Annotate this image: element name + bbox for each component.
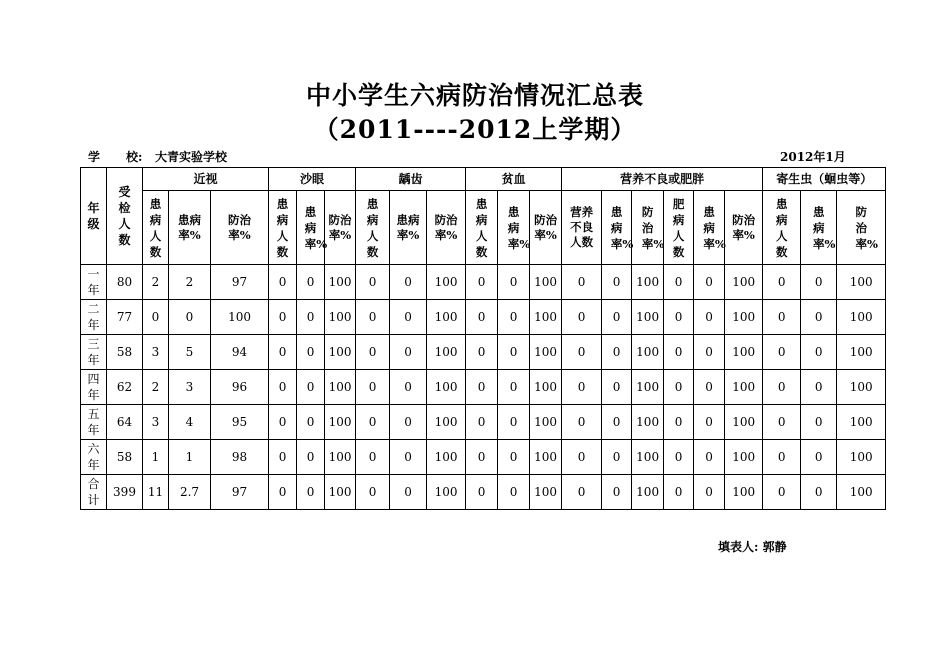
table-cell: 0 bbox=[664, 440, 694, 475]
sub-header: 患病人数 bbox=[763, 191, 801, 265]
table-cell: 0 bbox=[297, 405, 325, 440]
table-cell: 0 bbox=[297, 370, 325, 405]
table-row bbox=[81, 405, 886, 440]
school-label-b: 校: bbox=[126, 150, 143, 164]
table-row bbox=[81, 300, 886, 335]
table-cell: 0 bbox=[466, 300, 498, 335]
table-cell: 0 bbox=[466, 440, 498, 475]
sub-header: 患病人数 bbox=[466, 191, 498, 265]
table-cell: 0 bbox=[694, 265, 725, 300]
table-cell: 0 bbox=[763, 370, 801, 405]
table-cell: 0 bbox=[269, 370, 297, 405]
table-cell: 100 bbox=[325, 335, 356, 370]
table-cell: 0 bbox=[390, 370, 427, 405]
sub-header: 防治率% bbox=[427, 191, 466, 265]
table-cell: 100 bbox=[530, 265, 562, 300]
table-cell: 100 bbox=[530, 300, 562, 335]
summary-table bbox=[80, 167, 886, 510]
sub-header: 患病率% bbox=[694, 191, 725, 265]
table-cell: 100 bbox=[725, 440, 763, 475]
table-cell: 100 bbox=[837, 405, 886, 440]
table-cell: 0 bbox=[602, 370, 632, 405]
table-cell: 100 bbox=[632, 300, 664, 335]
table-cell: 100 bbox=[632, 440, 664, 475]
table-cell: 0 bbox=[602, 475, 632, 510]
table-cell: 3 bbox=[169, 370, 211, 405]
table-cell: 100 bbox=[632, 475, 664, 510]
table-cell: 0 bbox=[602, 300, 632, 335]
table-cell: 0 bbox=[664, 475, 694, 510]
sub-header: 患病人数 bbox=[269, 191, 297, 265]
group-header-parasite: 寄生虫（蛔虫等） bbox=[763, 168, 886, 191]
table-cell: 0 bbox=[297, 265, 325, 300]
group-header-trachoma: 沙眼 bbox=[269, 168, 356, 191]
table-cell: 100 bbox=[530, 440, 562, 475]
table-cell: 0 bbox=[801, 440, 837, 475]
table-cell: 0 bbox=[269, 300, 297, 335]
table-cell: 58 bbox=[107, 440, 143, 475]
table-cell: 0 bbox=[297, 475, 325, 510]
col-header-examined: 受检人数 bbox=[107, 168, 143, 265]
table-cell: 100 bbox=[837, 475, 886, 510]
table-cell: 100 bbox=[530, 370, 562, 405]
table-cell: 0 bbox=[801, 335, 837, 370]
table-cell: 100 bbox=[530, 475, 562, 510]
table-cell: 399 bbox=[107, 475, 143, 510]
sub-header: 患病人数 bbox=[143, 191, 169, 265]
table-cell: 0 bbox=[562, 405, 602, 440]
table-cell: 0 bbox=[356, 475, 390, 510]
table-cell: 0 bbox=[664, 335, 694, 370]
table-cell: 97 bbox=[211, 265, 269, 300]
table-cell: 100 bbox=[325, 370, 356, 405]
table-cell: 94 bbox=[211, 335, 269, 370]
table-cell: 4 bbox=[169, 405, 211, 440]
table-cell: 100 bbox=[211, 300, 269, 335]
table-cell: 0 bbox=[356, 405, 390, 440]
table-cell: 0 bbox=[269, 265, 297, 300]
table-cell: 100 bbox=[325, 440, 356, 475]
table-cell: 0 bbox=[763, 265, 801, 300]
table-cell: 2.7 bbox=[169, 475, 211, 510]
table-cell: 0 bbox=[143, 300, 169, 335]
sub-header: 患病率% bbox=[297, 191, 325, 265]
table-cell: 0 bbox=[297, 335, 325, 370]
col-header-grade: 年级 bbox=[81, 168, 107, 265]
table-cell: 0 bbox=[390, 300, 427, 335]
table-cell: 0 bbox=[562, 370, 602, 405]
table-cell: 5 bbox=[169, 335, 211, 370]
table-cell: 100 bbox=[530, 335, 562, 370]
table-cell: 3 bbox=[143, 335, 169, 370]
sub-header: 患病率% bbox=[801, 191, 837, 265]
grade-cell: 五年 bbox=[81, 405, 107, 440]
table-cell: 0 bbox=[498, 265, 530, 300]
group-header-caries: 龋齿 bbox=[356, 168, 466, 191]
sub-header: 肥病人数 bbox=[664, 191, 694, 265]
table-cell: 0 bbox=[602, 440, 632, 475]
table-cell: 0 bbox=[466, 335, 498, 370]
table-cell: 64 bbox=[107, 405, 143, 440]
table-cell: 0 bbox=[466, 475, 498, 510]
table-cell: 100 bbox=[325, 475, 356, 510]
table-cell: 0 bbox=[664, 300, 694, 335]
grade-cell: 四年 bbox=[81, 370, 107, 405]
table-cell: 0 bbox=[297, 440, 325, 475]
table-cell: 0 bbox=[801, 265, 837, 300]
table-cell: 100 bbox=[837, 265, 886, 300]
table-cell: 0 bbox=[466, 405, 498, 440]
table-cell: 3 bbox=[143, 405, 169, 440]
table-cell: 0 bbox=[562, 475, 602, 510]
table-cell: 0 bbox=[390, 335, 427, 370]
group-header-myopia: 近视 bbox=[143, 168, 269, 191]
sub-header: 患病率% bbox=[169, 191, 211, 265]
table-cell: 100 bbox=[427, 370, 466, 405]
sub-header: 患病率% bbox=[390, 191, 427, 265]
table-cell: 0 bbox=[562, 335, 602, 370]
table-cell: 0 bbox=[169, 300, 211, 335]
table-cell: 100 bbox=[837, 370, 886, 405]
table-cell: 0 bbox=[390, 265, 427, 300]
table-cell: 0 bbox=[763, 405, 801, 440]
table-cell: 80 bbox=[107, 265, 143, 300]
table-cell: 0 bbox=[763, 300, 801, 335]
table-cell: 100 bbox=[837, 300, 886, 335]
table-cell: 0 bbox=[763, 440, 801, 475]
table-row bbox=[81, 265, 886, 300]
table-cell: 100 bbox=[725, 265, 763, 300]
table-cell: 0 bbox=[664, 265, 694, 300]
table-cell: 100 bbox=[427, 405, 466, 440]
table-cell: 0 bbox=[498, 475, 530, 510]
table-cell: 0 bbox=[694, 370, 725, 405]
table-cell: 1 bbox=[169, 440, 211, 475]
table-row bbox=[81, 440, 886, 475]
table-cell: 100 bbox=[427, 440, 466, 475]
sub-header: 患病人数 bbox=[356, 191, 390, 265]
table-cell: 2 bbox=[169, 265, 211, 300]
sub-header: 防治率% bbox=[837, 191, 886, 265]
table-cell: 0 bbox=[466, 265, 498, 300]
school-line bbox=[88, 148, 227, 165]
sub-header: 患病率% bbox=[602, 191, 632, 265]
table-cell: 100 bbox=[725, 300, 763, 335]
sub-header: 防治率% bbox=[725, 191, 763, 265]
table-cell: 100 bbox=[325, 300, 356, 335]
table-cell: 96 bbox=[211, 370, 269, 405]
table-cell: 100 bbox=[325, 265, 356, 300]
table-cell: 0 bbox=[694, 335, 725, 370]
table-cell: 2 bbox=[143, 265, 169, 300]
table-cell: 0 bbox=[801, 370, 837, 405]
table-cell: 0 bbox=[498, 335, 530, 370]
table-row bbox=[81, 370, 886, 405]
table-body bbox=[81, 265, 886, 510]
table-cell: 0 bbox=[602, 335, 632, 370]
table-cell: 0 bbox=[356, 265, 390, 300]
grade-cell: 二年 bbox=[81, 300, 107, 335]
sub-header: 防治率% bbox=[211, 191, 269, 265]
sub-header: 防治率% bbox=[632, 191, 664, 265]
table-cell: 100 bbox=[530, 405, 562, 440]
table-cell: 97 bbox=[211, 475, 269, 510]
table-cell: 0 bbox=[763, 475, 801, 510]
table-cell: 0 bbox=[801, 475, 837, 510]
table-cell: 0 bbox=[269, 440, 297, 475]
table-cell: 0 bbox=[466, 370, 498, 405]
table-cell: 100 bbox=[725, 405, 763, 440]
sub-header: 防治率% bbox=[530, 191, 562, 265]
table-row bbox=[81, 335, 886, 370]
table-cell: 0 bbox=[694, 475, 725, 510]
table-cell: 95 bbox=[211, 405, 269, 440]
table-cell: 100 bbox=[427, 335, 466, 370]
table-cell: 58 bbox=[107, 335, 143, 370]
table-cell: 0 bbox=[602, 265, 632, 300]
table-cell: 0 bbox=[269, 475, 297, 510]
school-label-a: 学 bbox=[88, 150, 101, 164]
grade-cell: 三年 bbox=[81, 335, 107, 370]
table-cell: 0 bbox=[297, 300, 325, 335]
table-cell: 100 bbox=[725, 475, 763, 510]
table-cell: 100 bbox=[325, 405, 356, 440]
table-cell: 100 bbox=[632, 265, 664, 300]
sub-header: 患病率% bbox=[498, 191, 530, 265]
table-cell: 100 bbox=[427, 300, 466, 335]
table-cell: 0 bbox=[269, 335, 297, 370]
table-cell: 0 bbox=[498, 300, 530, 335]
report-date: 2012年1月 bbox=[780, 150, 846, 164]
filled-by: 填表人: 郭静 bbox=[718, 540, 787, 554]
table-cell: 2 bbox=[143, 370, 169, 405]
table-cell: 100 bbox=[427, 475, 466, 510]
table-cell: 0 bbox=[356, 370, 390, 405]
table-cell: 0 bbox=[390, 475, 427, 510]
table-cell: 98 bbox=[211, 440, 269, 475]
table-cell: 62 bbox=[107, 370, 143, 405]
table-cell: 0 bbox=[390, 405, 427, 440]
grade-cell: 六年 bbox=[81, 440, 107, 475]
table-cell: 0 bbox=[602, 405, 632, 440]
group-header-anemia: 贫血 bbox=[466, 168, 562, 191]
table-cell: 0 bbox=[801, 300, 837, 335]
grade-cell: 合计 bbox=[81, 475, 107, 510]
page-title: 中小学生六病防治情况汇总表 bbox=[305, 81, 644, 110]
table-cell: 0 bbox=[356, 440, 390, 475]
table-cell: 0 bbox=[390, 440, 427, 475]
table-cell: 0 bbox=[498, 370, 530, 405]
table-cell: 100 bbox=[427, 265, 466, 300]
school-name: 大青实验学校 bbox=[155, 150, 228, 164]
table-cell: 100 bbox=[632, 370, 664, 405]
table-cell: 100 bbox=[632, 335, 664, 370]
table-cell: 0 bbox=[694, 440, 725, 475]
page-subtitle: （2011----2012上学期） bbox=[313, 115, 637, 144]
table-cell: 100 bbox=[725, 335, 763, 370]
sub-header: 营养不良人数 bbox=[562, 191, 602, 265]
sub-header: 防治率% bbox=[325, 191, 356, 265]
table-cell: 0 bbox=[664, 370, 694, 405]
table-cell: 11 bbox=[143, 475, 169, 510]
table-cell: 0 bbox=[356, 335, 390, 370]
table-cell: 100 bbox=[725, 370, 763, 405]
table-cell: 0 bbox=[694, 300, 725, 335]
table-cell: 0 bbox=[562, 300, 602, 335]
table-cell: 0 bbox=[356, 300, 390, 335]
table-cell: 0 bbox=[269, 405, 297, 440]
table-cell: 0 bbox=[498, 405, 530, 440]
table-cell: 0 bbox=[801, 405, 837, 440]
group-header-nutrition: 营养不良或肥胖 bbox=[562, 168, 763, 191]
table-cell: 0 bbox=[498, 440, 530, 475]
table-cell: 1 bbox=[143, 440, 169, 475]
table-row bbox=[81, 475, 886, 510]
table-cell: 0 bbox=[562, 265, 602, 300]
grade-cell: 一年 bbox=[81, 265, 107, 300]
table-cell: 0 bbox=[763, 335, 801, 370]
table-cell: 0 bbox=[562, 440, 602, 475]
table-cell: 0 bbox=[694, 405, 725, 440]
table-cell: 100 bbox=[837, 440, 886, 475]
table-cell: 100 bbox=[632, 405, 664, 440]
table-cell: 100 bbox=[837, 335, 886, 370]
table-cell: 77 bbox=[107, 300, 143, 335]
table-cell: 0 bbox=[664, 405, 694, 440]
